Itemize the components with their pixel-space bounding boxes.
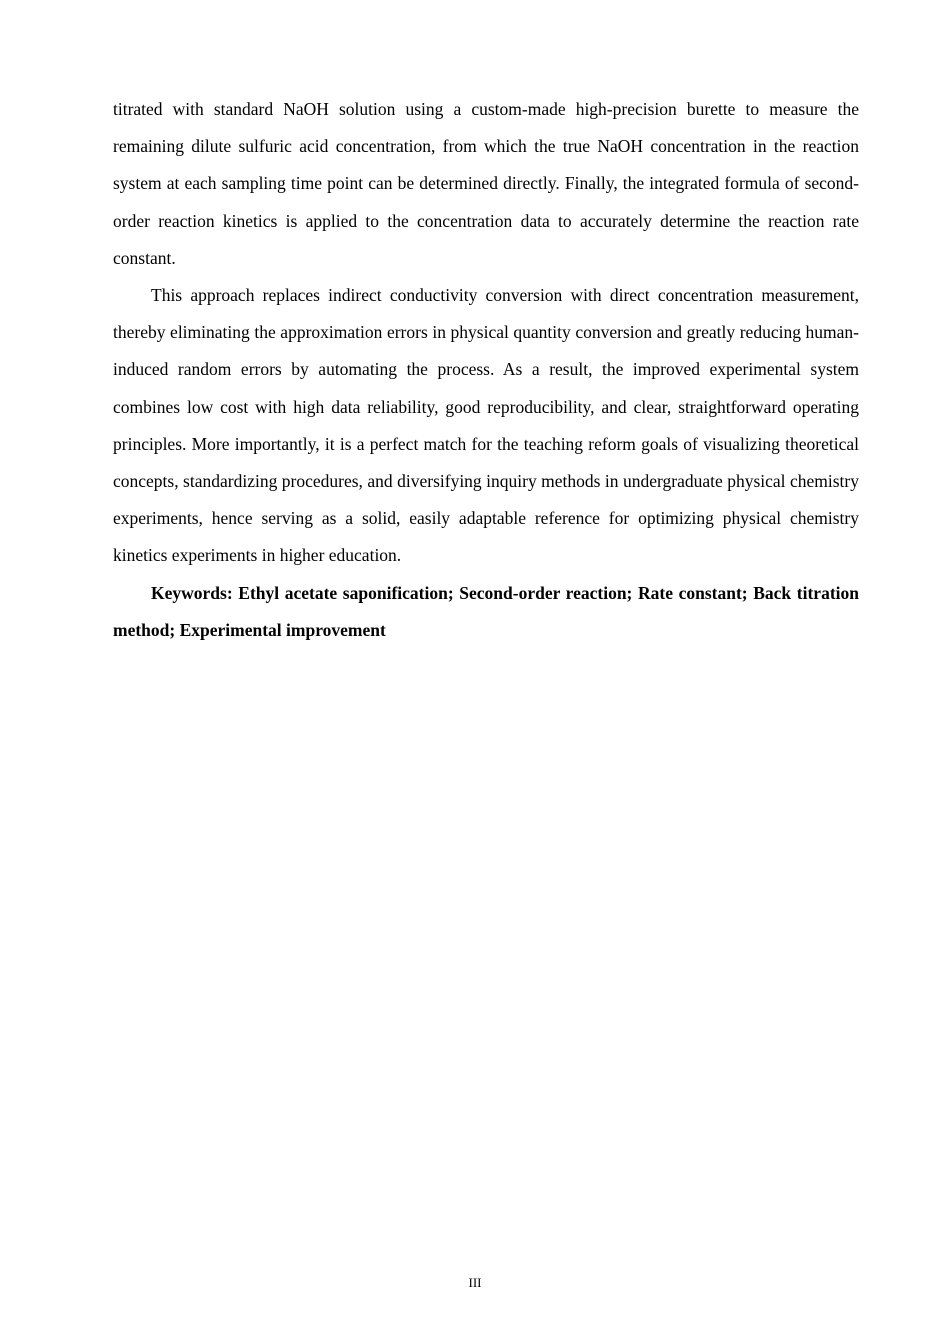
page-number: III xyxy=(468,1275,482,1290)
keywords-line: Keywords: Ethyl acetate saponification; Second-order reaction; Rate constant; Back titration method; Experimental improvement xyxy=(113,582,859,640)
abstract-paragraph: This approach replaces indirect conductivity conversion with direct concentration measurement, thereby eliminating the approximation errors in physical quantity conversion and greatly reducing human-induced random errors by automating the process. As a result, the improved experimental system combines low cost with high data reliability, good reproducibility, and clear, straightforward operating principles. More importantly, it is a perfect match for the teaching reform goals of visualizing theoretical concepts, standardizing procedures, and diversifying inquiry methods in undergraduate physical chemistry experiments, hence serving as a solid, easily adaptable reference for optimizing physical chemistry kinetics experiments in higher education. xyxy=(113,285,859,566)
page-body xyxy=(113,91,859,649)
abstract-paragraph-continued: titrated with standard NaOH solution using a custom-made high-precision burette to measure the remaining dilute sulfuric acid concentration, from which the true NaOH concentration in the reaction system at each sampling time point can be determined directly. Finally, the integrated formula of second-order reaction kinetics is applied to the concentration data to accurately determine the reaction rate constant. xyxy=(113,99,859,268)
